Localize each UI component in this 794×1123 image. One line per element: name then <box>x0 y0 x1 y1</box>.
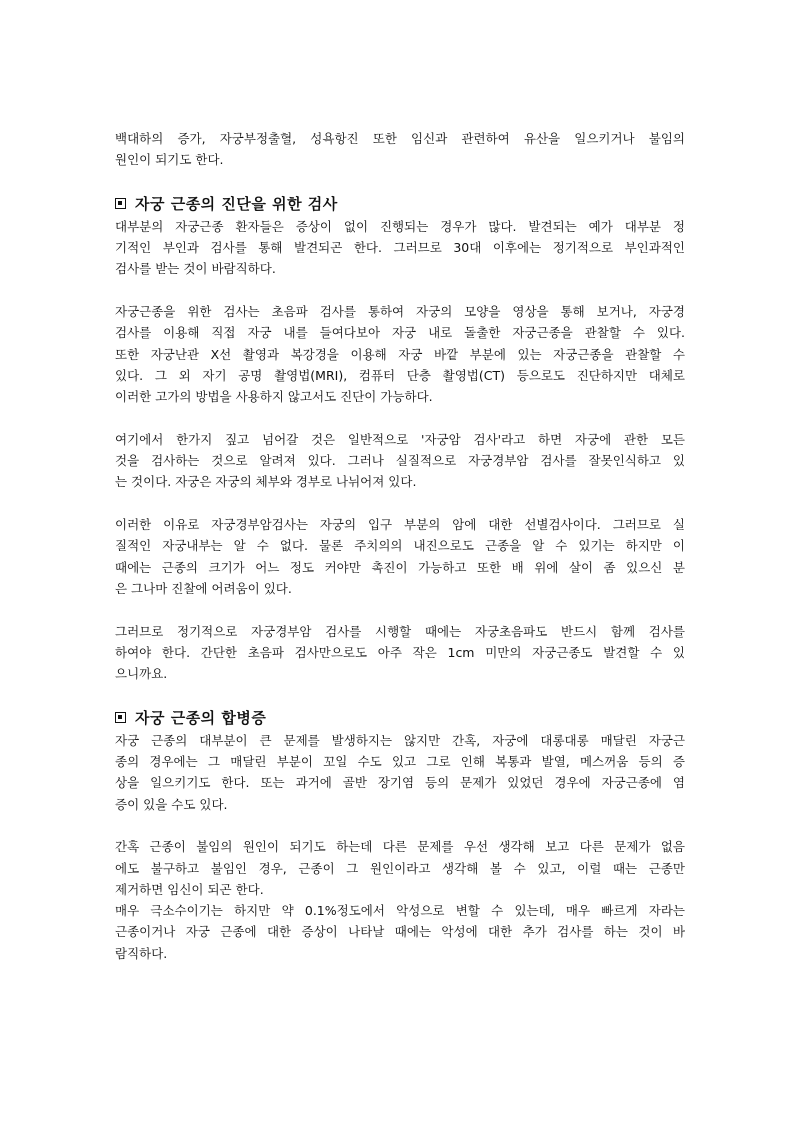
text-line: 으니까요. <box>115 666 168 682</box>
spacer <box>115 493 685 514</box>
paragraph <box>115 429 685 493</box>
paragraph <box>115 301 685 407</box>
text-line: 있다. 그 외 자기 공명 촬영법(MRI), 컴퓨터 단층 촬영법(CT) 등으로도 진단하지만 대체로 <box>115 367 685 383</box>
text-line: 자궁 근종의 대부분이 큰 문제를 발생하지는 않지만 간혹, 자궁에 대롱대롱 매달린 자궁근 <box>115 732 685 748</box>
text-line: 그러므로 정기적으로 자궁경부암 검사를 시행할 때에는 자궁초음파도 반드시 함께 검사를 <box>115 623 685 639</box>
text-line: 상을 일으키기도 한다. 또는 과거에 골반 장기염 등의 문제가 있었던 경우에 자궁근종에 염 <box>115 775 685 791</box>
spacer <box>115 408 685 429</box>
text-line: 에도 불구하고 불임인 경우, 근종이 그 원인이라고 생각해 볼 수 있고, 이럴 때는 근종만 <box>115 860 685 876</box>
text-line: 또한 자궁난관 X선 촬영과 복강경을 이용해 자궁 바깥 부분에 있는 자궁근종을 관찰할 수 <box>115 346 685 362</box>
text-line: 질적인 자궁내부는 알 수 없다. 물론 주치의의 내진으로도 근종을 알 수 있기는 하지만 이 <box>115 538 685 554</box>
square-bullet-icon <box>115 712 126 723</box>
document-body <box>115 128 685 964</box>
spacer <box>115 815 685 836</box>
paragraph <box>115 730 685 815</box>
paragraph <box>115 621 685 685</box>
text-line: 때에는 근종의 크기가 어느 정도 커야만 촉진이 가능하고 또한 배 위에 살이 좀 있으신 분 <box>115 559 685 575</box>
paragraph <box>115 836 685 900</box>
section-heading-text: 자궁 근종의 합병증 <box>135 708 267 727</box>
section-heading-text: 자궁 근종의 진단을 위한 검사 <box>135 194 338 213</box>
spacer <box>115 171 685 192</box>
spacer <box>115 599 685 620</box>
section-heading-diagnosis <box>115 192 685 216</box>
text-line: 검사를 받는 것이 바람직하다. <box>115 261 276 277</box>
text-line: 매우 극소수이기는 하지만 약 0.1%정도에서 악성으로 변할 수 있는데, 매우 빠르게 자라는 <box>115 903 685 919</box>
section-heading-complications <box>115 706 685 730</box>
text-line: 증이 있을 수도 있다. <box>115 796 228 812</box>
text-line: 것을 검사하는 것으로 알려져 있다. 그러나 실질적으로 자궁경부암 검사를 잘못인식하고 있 <box>115 453 685 469</box>
text-line: 제거하면 임신이 되곤 한다. <box>115 881 264 897</box>
text-line: 대부분의 자궁근종 환자들은 증상이 없이 진행되는 경우가 많다. 발견되는 예가 대부분 정 <box>115 218 685 234</box>
text-line: 검사를 이용해 직접 자궁 내를 들여다보아 자궁 내로 돌출한 자궁근종을 관찰할 수 있다. <box>115 325 685 341</box>
text-line: 종의 경우에는 그 매달린 부분이 꼬일 수도 있고 그로 인해 복통과 발열, 메스꺼움 등의 증 <box>115 754 685 770</box>
text-line: 기적인 부인과 검사를 통해 발견되곤 한다. 그러므로 30대 이후에는 정기적으로 부인과적인 <box>115 240 685 256</box>
text-line: 람직하다. <box>115 945 168 961</box>
text-line: 하여야 한다. 간단한 초음파 검사만으로도 아주 작은 1cm 미만의 자궁근종도 발견할 수 있 <box>115 644 685 660</box>
text-line: 이러한 고가의 방법을 사용하지 않고서도 진단이 가능하다. <box>115 389 433 405</box>
text-line: 간혹 근종이 불임의 원인이 되기도 하는데 다른 문제를 우선 생각해 보고 다른 문제가 없음 <box>115 839 685 855</box>
intro-paragraph <box>115 128 685 171</box>
square-bullet-icon <box>115 198 126 209</box>
paragraph <box>115 900 685 964</box>
paragraph <box>115 514 685 599</box>
text-line: 는 것이다. 자궁은 자궁의 체부와 경부로 나뉘어져 있다. <box>115 474 417 490</box>
text-line: 이러한 이유로 자궁경부암검사는 자궁의 입구 부분의 암에 대한 선별검사이다. 그러므로 실 <box>115 517 685 533</box>
spacer <box>115 280 685 301</box>
spacer <box>115 684 685 705</box>
text-line: 백대하의 증가, 자궁부정출혈, 성욕항진 또한 임신과 관련하여 유산을 일으키거나 불임의 <box>115 131 685 146</box>
text-line: 은 그나마 진찰에 어려움이 있다. <box>115 580 292 596</box>
text-line: 근종이거나 자궁 근종에 대한 증상이 나타날 때에는 악성에 대한 추가 검사를 하는 것이 바 <box>115 924 685 940</box>
text-line: 원인이 되기도 한다. <box>115 152 224 168</box>
text-line: 자궁근종을 위한 검사는 초음파 검사를 통하여 자궁의 모양을 영상을 통해 보거나, 자궁경 <box>115 304 685 320</box>
text-line: 여기에서 한가지 짚고 넘어갈 것은 일반적으로 '자궁암 검사'라고 하면 자궁에 관한 모든 <box>115 431 685 447</box>
paragraph <box>115 216 685 280</box>
